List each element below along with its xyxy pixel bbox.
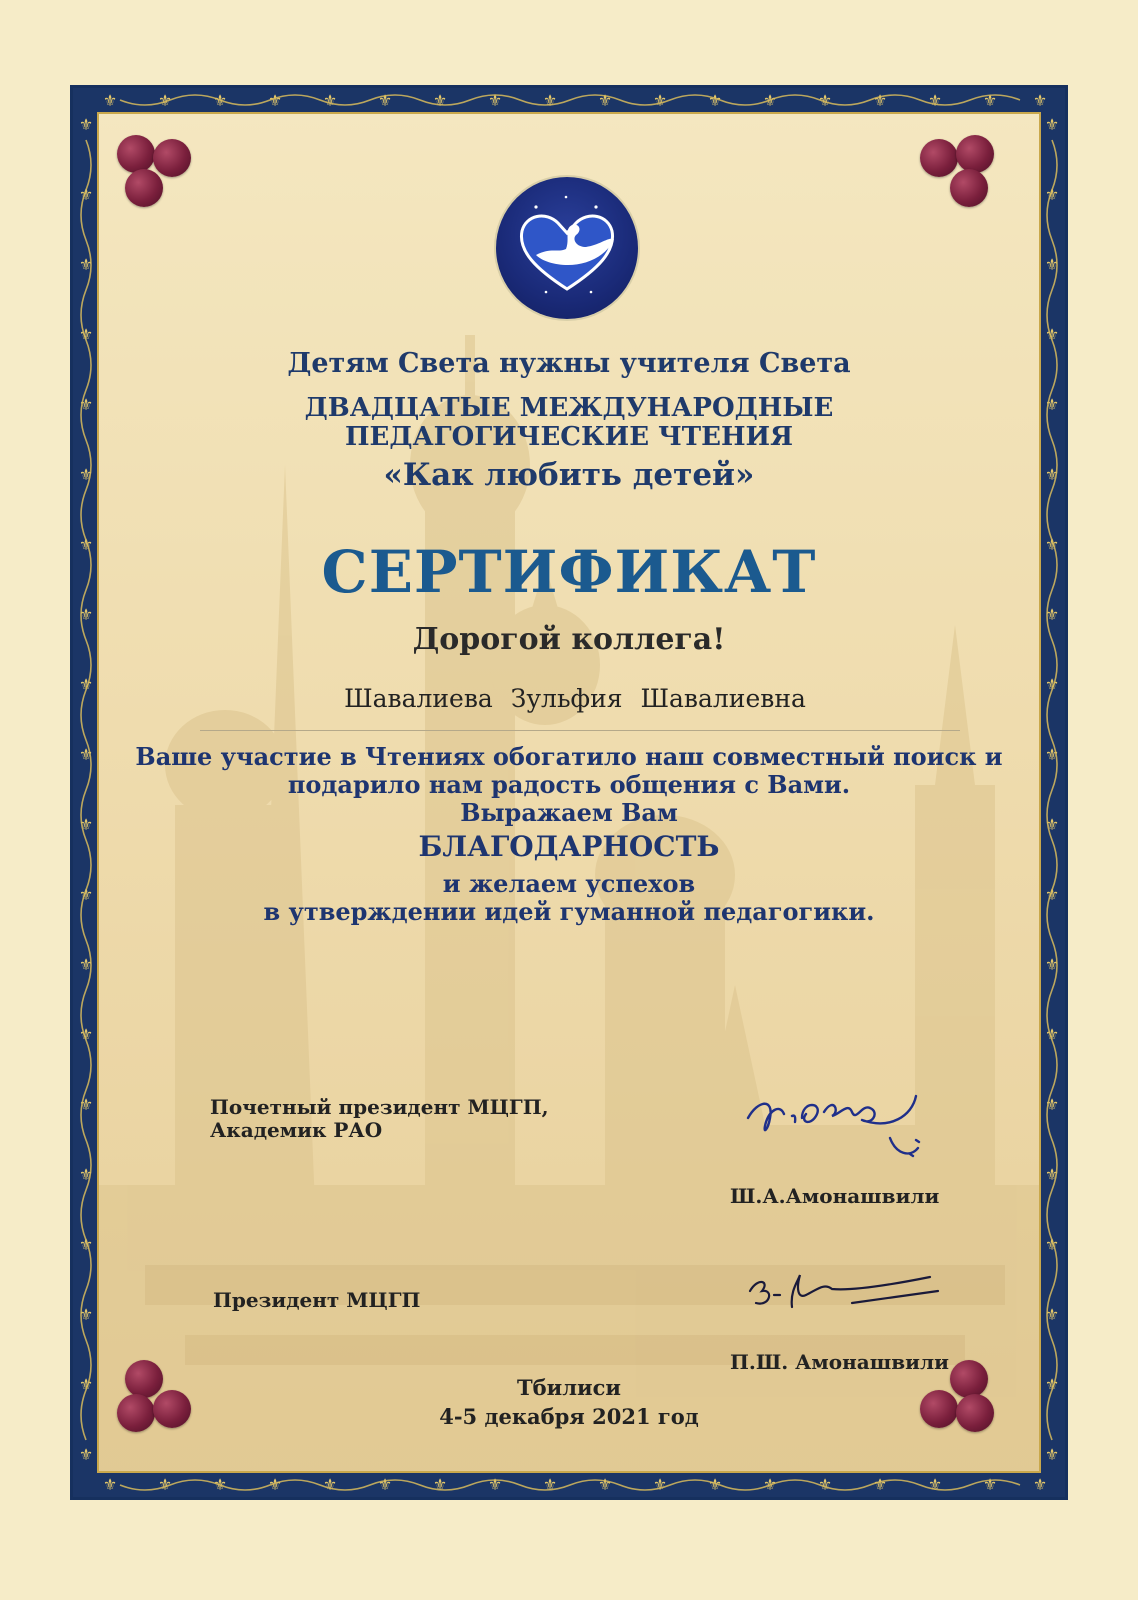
- svg-text:⚜: ⚜: [817, 91, 833, 110]
- svg-text:⚜: ⚜: [597, 91, 613, 110]
- svg-text:⚜: ⚜: [1044, 955, 1060, 974]
- svg-text:⚜: ⚜: [157, 91, 173, 110]
- svg-text:⚜: ⚜: [78, 535, 94, 554]
- svg-text:⚜: ⚜: [1044, 395, 1060, 414]
- svg-text:⚜: ⚜: [1044, 255, 1060, 274]
- event-title-line1: ДВАДЦАТЫЕ МЕЖДУНАРОДНЫЕ: [304, 393, 834, 423]
- svg-text:⚜: ⚜: [322, 91, 338, 110]
- signatory1-role-line2: Академик РАО: [210, 1118, 383, 1142]
- berry-cluster-icon: [920, 135, 1010, 215]
- motto-text: Детям Света нужны учителя Света: [287, 348, 851, 379]
- svg-text:⚜: ⚜: [78, 1095, 94, 1114]
- svg-text:⚜: ⚜: [78, 1165, 94, 1184]
- signature-2: [740, 1255, 950, 1325]
- svg-text:⚜: ⚜: [1044, 1025, 1060, 1044]
- signatory2-name: П.Ш. Амонашвили: [730, 1350, 949, 1374]
- svg-text:⚜: ⚜: [78, 1025, 94, 1044]
- svg-text:⚜: ⚜: [487, 1475, 503, 1494]
- svg-text:⚜: ⚜: [212, 91, 228, 110]
- svg-text:⚜: ⚜: [432, 91, 448, 110]
- svg-text:⚜: ⚜: [927, 1475, 943, 1494]
- svg-text:⚜: ⚜: [1044, 1235, 1060, 1254]
- svg-text:⚜: ⚜: [1044, 185, 1060, 204]
- svg-text:⚜: ⚜: [1044, 1445, 1060, 1464]
- svg-text:⚜: ⚜: [707, 91, 723, 110]
- body-line-4: и желаем успехов: [442, 869, 696, 898]
- svg-text:⚜: ⚜: [78, 885, 94, 904]
- svg-text:⚜: ⚜: [707, 1475, 723, 1494]
- svg-text:⚜: ⚜: [78, 1235, 94, 1254]
- svg-text:⚜: ⚜: [652, 91, 668, 110]
- signatory2-role: Президент МЦГП: [213, 1288, 421, 1312]
- body-line-1: Ваше участие в Чтениях обогатило наш совместный поиск и: [135, 742, 1003, 771]
- svg-text:⚜: ⚜: [1044, 745, 1060, 764]
- svg-text:⚜: ⚜: [1044, 465, 1060, 484]
- body-line-5: в утверждении идей гуманной педагогики.: [263, 897, 875, 926]
- svg-text:⚜: ⚜: [762, 1475, 778, 1494]
- svg-text:⚜: ⚜: [1044, 1165, 1060, 1184]
- svg-text:⚜: ⚜: [157, 1475, 173, 1494]
- svg-text:⚜: ⚜: [212, 1475, 228, 1494]
- svg-text:⚜: ⚜: [1044, 605, 1060, 624]
- svg-text:⚜: ⚜: [872, 91, 888, 110]
- svg-text:⚜: ⚜: [982, 91, 998, 110]
- svg-text:⚜: ⚜: [267, 1475, 283, 1494]
- signatory1-name: Ш.А.Амонашвили: [730, 1184, 940, 1208]
- svg-text:⚜: ⚜: [1032, 1475, 1048, 1494]
- svg-text:⚜: ⚜: [102, 1475, 118, 1494]
- svg-text:⚜: ⚜: [377, 91, 393, 110]
- svg-text:⚜: ⚜: [78, 325, 94, 344]
- svg-text:⚜: ⚜: [78, 255, 94, 274]
- body-line-2: подарило нам радость общения с Вами.: [287, 770, 851, 799]
- svg-text:⚜: ⚜: [78, 115, 94, 134]
- svg-text:⚜: ⚜: [78, 395, 94, 414]
- svg-text:⚜: ⚜: [78, 675, 94, 694]
- svg-text:⚜: ⚜: [78, 745, 94, 764]
- svg-text:⚜: ⚜: [817, 1475, 833, 1494]
- svg-text:⚜: ⚜: [377, 1475, 393, 1494]
- body-line-3: Выражаем Вам: [460, 798, 678, 827]
- svg-text:⚜: ⚜: [1044, 325, 1060, 344]
- svg-text:⚜: ⚜: [1044, 815, 1060, 834]
- signatory1-role-line1: Почетный президент МЦГП,: [210, 1095, 549, 1119]
- svg-text:⚜: ⚜: [487, 91, 503, 110]
- name-underline: [200, 730, 960, 731]
- svg-text:⚜: ⚜: [78, 1305, 94, 1324]
- svg-text:⚜: ⚜: [322, 1475, 338, 1494]
- svg-text:⚜: ⚜: [762, 91, 778, 110]
- svg-text:⚜: ⚜: [432, 1475, 448, 1494]
- svg-text:⚜: ⚜: [78, 1375, 94, 1394]
- svg-text:⚜: ⚜: [78, 1445, 94, 1464]
- svg-text:⚜: ⚜: [1044, 1305, 1060, 1324]
- svg-text:⚜: ⚜: [1044, 1375, 1060, 1394]
- berry-cluster-icon: [117, 135, 207, 215]
- event-title-line2: ПЕДАГОГИЧЕСКИЕ ЧТЕНИЯ: [344, 422, 794, 452]
- certificate-title: СЕРТИФИКАТ: [321, 538, 817, 606]
- recipient-name: Шавалиева Зульфия Шавалиевна: [344, 684, 806, 713]
- svg-text:⚜: ⚜: [982, 1475, 998, 1494]
- svg-text:⚜: ⚜: [78, 605, 94, 624]
- svg-text:⚜: ⚜: [872, 1475, 888, 1494]
- svg-text:⚜: ⚜: [652, 1475, 668, 1494]
- swan-heart-emblem-icon: [496, 177, 638, 319]
- svg-text:⚜: ⚜: [1032, 91, 1048, 110]
- signature-1: [740, 1078, 940, 1168]
- svg-text:⚜: ⚜: [1044, 885, 1060, 904]
- svg-text:⚜: ⚜: [1044, 535, 1060, 554]
- svg-text:⚜: ⚜: [78, 955, 94, 974]
- signatory1-role: [210, 1096, 549, 1142]
- svg-text:⚜: ⚜: [597, 1475, 613, 1494]
- date: 4-5 декабря 2021 год: [439, 1404, 699, 1429]
- greeting: Дорогой коллега!: [412, 622, 726, 657]
- svg-text:⚜: ⚜: [1044, 675, 1060, 694]
- svg-text:⚜: ⚜: [102, 91, 118, 110]
- svg-text:⚜: ⚜: [927, 91, 943, 110]
- event-theme: «Как любить детей»: [383, 457, 755, 493]
- svg-text:⚜: ⚜: [1044, 1095, 1060, 1114]
- svg-text:⚜: ⚜: [78, 185, 94, 204]
- place: Тбилиси: [517, 1375, 621, 1400]
- gratitude-heading: БЛАГОДАРНОСТЬ: [418, 830, 720, 863]
- svg-text:⚜: ⚜: [267, 91, 283, 110]
- svg-text:⚜: ⚜: [78, 815, 94, 834]
- svg-text:⚜: ⚜: [1044, 115, 1060, 134]
- svg-text:⚜: ⚜: [542, 1475, 558, 1494]
- svg-text:⚜: ⚜: [78, 465, 94, 484]
- svg-text:⚜: ⚜: [542, 91, 558, 110]
